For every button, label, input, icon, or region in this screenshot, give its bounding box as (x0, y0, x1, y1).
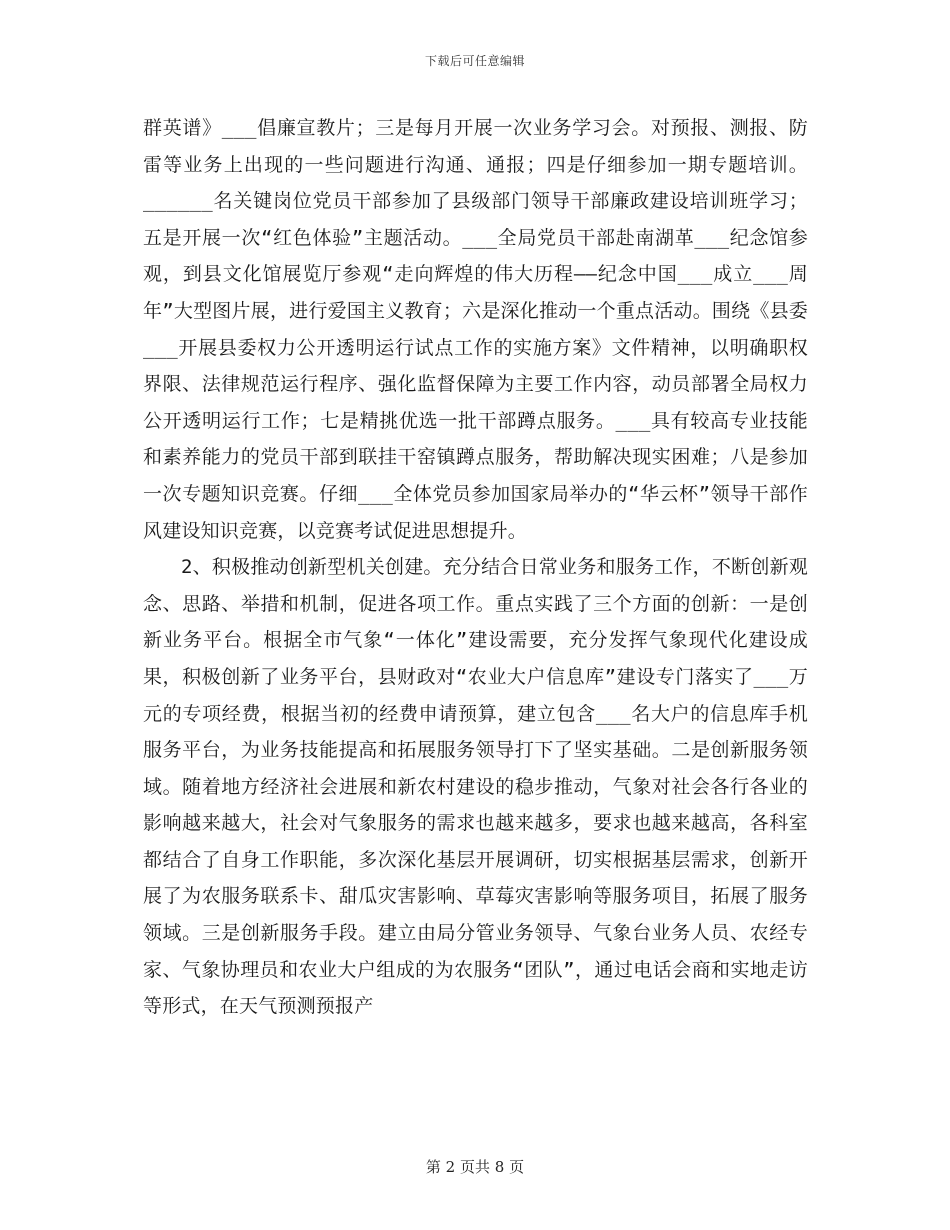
page-header: 下载后可任意编辑 (424, 54, 525, 68)
page-number: 第 2 页共 8 页 (425, 1158, 525, 1176)
paragraph-innovation: 2、积极推动创新型机关创建。充分结合日常业务和服务工作，不断创新观念、思路、举措和机制，促进各项工作。重点实践了三个方面的创新：一是创新业务平台。根据全市气象“一体化”建设需要，充分发挥气象现代化建设成果，积极创新了业务平台，县财政对“农业大户信息库”建设专门落实了___万元的专项经费，根据当初的经费申请预算，建立包含___名大户的信息库手机服务平台，为业务技能提高和拓展服务领导打下了坚实基础。二是创新服务领域。随着地方经济社会进展和新农村建设的稳步推动，气象对社会各行各业的影响越来越大，社会对气象服务的需求也越来越多，要求也越来越高，各科室都结合了自身工作职能，多次深化基层开展调研，切实根据基层需求，创新开展了为农服务联系卡、甜瓜灾害影响、草莓灾害影响等服务项目，拓展了服务领域。三是创新服务手段。建立由局分管业务领导、气象台业务人员、农经专家、气象协理员和农业大户组成的为农服务“团队”，通过电话会商和实地走访等形式，在天气预测预报产 (143, 556, 808, 1018)
paragraph-continuation: 群英谱》___倡廉宣教片；三是每月开展一次业务学习会。对预报、测报、防雷等业务上出现的一些问题进行沟通、通报；四是仔细参加一期专题培训。______名关键岗位党员干部参加了县级部门领导干部廉政建设培训班学习；五是开展一次“红色体验”主题活动。___全局党员干部赴南湖革___纪念馆参观，到县文化馆展览厅参观“走向辉煌的伟大历程——纪念中国___成立___周年”大型图片展，进行爱国主义教育；六是深化推动一个重点活动。围绕《县委___开展县委权力公开透明运行试点工作的实施方案》文件精神，以明确职权界限、法律规范运行程序、强化监督保障为主要工作内容，动员部署全局权力公开透明运行工作；七是精挑优选一批干部蹲点服务。___具有较高专业技能和素养能力的党员干部到联挂干窑镇蹲点服务，帮助解决现实困难；八是参加一次专题知识竞赛。仔细___全体党员参加国家局举办的“华云杯”领导干部作风建设知识竞赛，以竞赛考试促进思想提升。 (143, 117, 808, 542)
document-body (143, 110, 808, 1025)
